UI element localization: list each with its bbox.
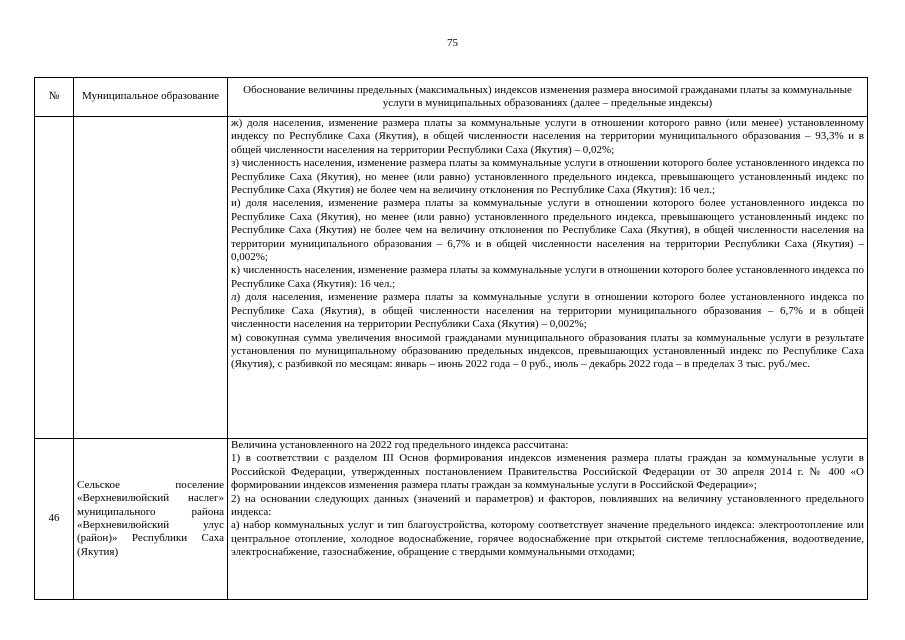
paragraph-zh: ж) доля населения, изменение размера платы за коммунальные услуги в отношении которого равно (или менее) установленному индексу по Республике Саха (Якутия), в общей численности населения на территории муниципального образования – 93,3% и в общей численности населения на территории Республики Саха (Якутия) – 0,02%; xyxy=(231,117,864,156)
row-justification xyxy=(228,439,868,600)
table-row xyxy=(35,117,868,439)
page-number: 75 xyxy=(447,37,458,49)
header-municipality: Муниципальное образование xyxy=(74,78,228,117)
paragraph-m: м) совокупная сумма увеличения вносимой гражданами муниципального образования платы за коммунальные услуги в результате установления по муниципальному образованию предельных индексов, превышающих установленный индекс по Республике Саха (Якутия), с разбивкой по месяцам: январь – июнь 2022 года – 0 руб., июль – декабрь 2022 года – в пределах 3 тыс. руб./мес. xyxy=(231,331,864,371)
row-municipality xyxy=(74,117,228,439)
paragraph-l: л) доля населения, изменение размера платы за коммунальные услуги в отношении которого более установленного индекса по Республике Саха (Якутия), в общей численности населения на территории муниципального образования – 6,7% и в общей численности населения на территории Республики Саха (Якутия) – 0,002%; xyxy=(231,291,864,331)
row-municipality: Сельское поселение «Верхневилюйский наслег» муниципального района «Верхневилюйский улус (район)» Республики Саха (Якутия) xyxy=(74,439,228,600)
paragraph-k: к) численность населения, изменение размера платы за коммунальные услуги в отношении которого более установленного индекса по Республике Саха (Якутия): 16 чел.; xyxy=(231,264,864,290)
paragraph-1: 1) в соответствии с разделом III Основ формирования индексов изменения размера платы граждан за коммунальные услуги в Российской Федерации, утвержденных постановлением Правительства Российской Федерации от 30 апреля 2014 г. № 400 «О формировании индексов изменения размера платы граждан за коммунальные услуги в Российской Федерации»; xyxy=(231,452,864,492)
table-row xyxy=(35,439,868,600)
index-justification-table xyxy=(34,77,868,600)
header-number: № xyxy=(35,78,74,117)
paragraph-i: и) доля населения, изменение размера платы за коммунальные услуги в отношении которого более установленного индекса по Республике Саха (Якутия), но менее (или равно) установленного предельного индекса, превышающего установленный индекс по Республике Саха (Якутия) не более чем на величину отклонения по Республике Саха (Якутия), в общей численности населения на территории муниципального образования – 6,7% и в общей численности населения на территории Республики Саха (Якутия) – 0,002%; xyxy=(231,197,864,264)
table-header-row xyxy=(35,78,868,117)
paragraph-intro: Величина установленного на 2022 год предельного индекса рассчитана: xyxy=(231,439,569,451)
row-number xyxy=(35,117,74,439)
paragraph-2: 2) на основании следующих данных (значений и параметров) и факторов, повлиявших на величину установленного предельного индекса: xyxy=(231,492,864,519)
header-justification: Обоснование величины предельных (максимальных) индексов изменения размера вносимой гражданами платы за коммунальные услуги в муниципальных образованиях (далее – предельные индексы) xyxy=(228,78,868,117)
row-justification xyxy=(228,117,868,439)
paragraph-z: з) численность населения, изменение размера платы за коммунальные услуги в отношении которого более установленного индекса по Республике Саха (Якутия), но менее (или равно) установленного предельного индекса, превышающего установленный индекс по Республике Саха (Якутия) не более чем на величину отклонения по Республике Саха (Якутия): 16 чел.; xyxy=(231,157,864,197)
row-number: 46 xyxy=(35,439,74,600)
paragraph-a: а) набор коммунальных услуг и тип благоустройства, которому соответствует значение предельного индекса: электроотопление или центральное отопление, холодное водоснабжение, горячее водоснабжение при открытой системе теплоснабжения, водоотведение, электроснабжение, газоснабжение, обращение с твердыми коммунальными отходами; xyxy=(231,519,864,559)
